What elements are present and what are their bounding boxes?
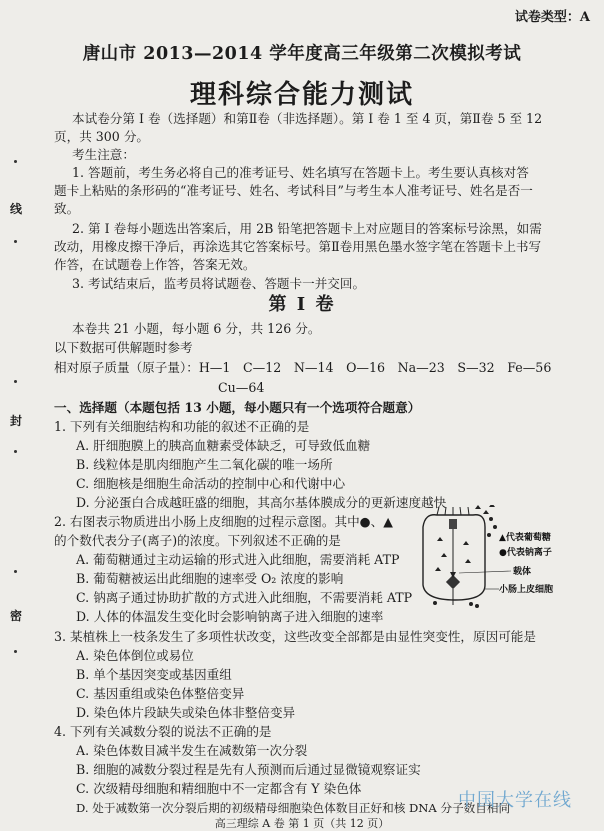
glucose-marker <box>441 553 447 557</box>
glucose-marker <box>475 505 481 509</box>
sodium-marker <box>489 517 493 521</box>
sodium-marker <box>493 525 497 529</box>
sodium-marker <box>475 604 479 608</box>
margin-dot <box>14 380 17 383</box>
answer-option: B. 细胞的减数分裂过程是先有人预测而后通过显微镜观察证实 <box>76 762 421 777</box>
answer-option: A. 染色体倒位或易位 <box>76 648 194 663</box>
margin-dot <box>14 450 17 453</box>
margin-dot <box>14 160 17 163</box>
legend-sodium: ●代表钠离子 <box>499 548 552 558</box>
label-cell: 小肠上皮细胞 <box>499 585 554 595</box>
question-stem: 4. 下列有关减数分裂的说法不正确的是 <box>54 724 272 739</box>
exam-subject-title: 理科综合能力测试 <box>189 80 414 110</box>
glucose-marker <box>465 559 471 563</box>
answer-option: C. 细胞核是细胞生命活动的控制中心和代谢中心 <box>76 476 346 491</box>
sodium-marker <box>487 533 491 537</box>
glucose-marker <box>435 567 441 571</box>
carrier-protein <box>449 519 457 529</box>
section-desc: 本卷共 21 小题，每小题 6 分，共 126 分。 <box>72 321 321 336</box>
label-carrier: 载体 <box>513 567 532 577</box>
notice-item-2: 作答，在试题卷上作答，答案无效。 <box>54 257 256 272</box>
margin-dot <box>14 240 17 243</box>
legend-glucose: ▲代表葡萄糖 <box>499 533 551 543</box>
answer-option: D. 染色体片段缺失或染色体非整倍变异 <box>76 705 296 720</box>
question-stem: 1. 下列有关细胞结构和功能的叙述不正确的是 <box>54 419 310 434</box>
answer-option: D. 人体的体温发生变化时会影响钠离子进入细胞的速率 <box>76 609 384 624</box>
answer-option: B. 单个基因突变或基因重组 <box>76 667 232 682</box>
paper-type: 试卷类型：A <box>514 10 590 25</box>
question-stem: 的个数代表分子(离子)的浓度。下列叙述不正确的是 <box>54 533 341 548</box>
answer-option: B. 葡萄糖被运出此细胞的速率受 O₂ 浓度的影响 <box>76 571 344 586</box>
question-stem: 2. 右图表示物质进出小肠上皮细胞的过程示意图。其中●、▲ <box>54 514 393 529</box>
atomic-mass-table: Cu—64 <box>218 380 265 395</box>
margin-dot <box>14 570 17 573</box>
atomic-mass-table: 相对原子质量（原子量）：H—1 C—12 N—14 O—16 Na—23 S—32 Fe—56 <box>54 360 552 375</box>
reference-note: 以下数据可供解题时参考 <box>54 340 193 355</box>
sodium-marker <box>433 601 437 605</box>
margin-mark-secret: 密 <box>10 609 23 623</box>
answer-option: A. 染色体数目减半发生在减数第一次分裂 <box>76 743 308 758</box>
intro-line: 页，共 300 分。 <box>54 129 150 144</box>
notice-title: 考生注意： <box>72 147 135 162</box>
microvilli <box>437 507 469 515</box>
answer-option: D. 处于减数第一次分裂后期的初级精母细胞染色体数目正好和核 DNA 分子数目相同 <box>76 801 511 815</box>
answer-option: D. 分泌蛋白合成越旺盛的细胞，其高尔基体膜成分的更新速度越快 <box>76 495 447 510</box>
notice-item-1: 致。 <box>54 201 80 216</box>
exam-title: 唐山市 2013—2014 学年度高三年级第二次模拟考试 <box>82 44 522 64</box>
section-title: 第 I 卷 <box>268 294 336 315</box>
answer-option: C. 基因重组或染色体整倍变异 <box>76 686 245 701</box>
question-stem: 3. 某植株上一枝条发生了多项性状改变，这些改变全部都是由显性突变性，原因可能是 <box>54 629 536 644</box>
glucose-marker <box>437 537 443 541</box>
answer-option: B. 线粒体是肌肉细胞产生二氧化碳的唯一场所 <box>76 457 333 472</box>
answer-option: A. 肝细胞膜上的胰高血糖素受体缺乏，可导致低血糖 <box>76 438 371 453</box>
carrier-protein <box>446 575 460 589</box>
notice-item-3: 3. 考试结束后，监考员将试题卷、答题卡一并交回。 <box>72 276 366 291</box>
watermark: 中国大学在线 <box>458 790 572 811</box>
margin-mark-line: 线 <box>10 202 23 216</box>
notice-item-2: 2. 第 I 卷每小题选出答案后，用 2B 铅笔把答题卡上对应题目的答案标号涂黑，如需 <box>72 221 542 236</box>
cell-transport-diagram <box>415 505 565 610</box>
margin-dot <box>14 650 17 653</box>
answer-option: A. 葡萄糖通过主动运输的形式进入此细胞，需要消耗 ATP <box>76 552 400 567</box>
mc-section-title: 一、选择题（本题包括 13 小题，每小题只有一个选项符合题意） <box>54 400 421 415</box>
notice-item-1: 1. 答题前，考生务必将自己的准考证号、姓名填写在答题卡上。考生要认真核对答 <box>72 165 529 180</box>
page-footer: 高三理综 A 卷 第 1 页（共 12 页） <box>214 817 390 830</box>
intro-line: 本试卷分第 I 卷（选择题）和第Ⅱ卷（非选择题）。第 I 卷 1 至 4 页，第Ⅱ卷 5 至 12 <box>72 111 543 126</box>
glucose-marker <box>489 505 495 507</box>
answer-option: C. 钠离子通过协助扩散的方式进入此细胞，不需要消耗 ATP <box>76 590 413 605</box>
notice-item-2: 改动，用橡皮擦干净后，再涂选其它答案标号。第Ⅱ卷用黑色墨水签字笔在答题卡上书写 <box>54 239 542 254</box>
glucose-marker <box>483 510 489 514</box>
notice-item-1: 题卡上粘贴的条形码的“准考证号、姓名、考试科目”与考生本人准考证号、姓名是否一 <box>54 183 533 198</box>
sodium-marker <box>469 602 473 606</box>
answer-option: C. 次级精母细胞和精细胞中不一定都含有 Y 染色体 <box>76 781 362 796</box>
glucose-marker <box>463 541 469 545</box>
margin-mark-seal: 封 <box>10 414 23 428</box>
